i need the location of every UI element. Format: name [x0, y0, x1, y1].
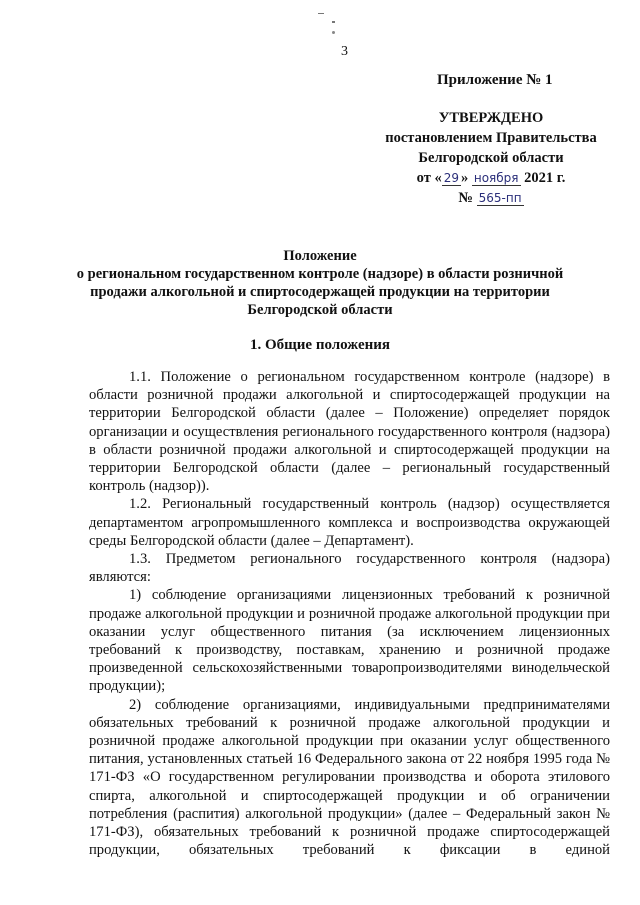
paragraph-1-1: 1.1. Положение о региональном государственном контроле (надзоре) в области розничной продажи алкогольной и спиртосодержащей продукции на территории Белгородской области (далее – Положение) определяет порядок организации и осуществления регионального государственного контроля (надзора) в области розничной продажи алкогольной и спиртосодержащей продукции на территории Белгородской области (далее – региональный государственный контроль (надзор)). [89, 369, 610, 495]
date-day: 29 [443, 171, 459, 185]
scan-artifact [318, 13, 324, 14]
number-prefix: № [458, 190, 473, 206]
scan-artifact [332, 31, 335, 34]
approval-date [376, 168, 606, 188]
paragraph-1-3: 1.3. Предметом регионального государственного контроля (надзора) являются: [89, 551, 610, 586]
scan-artifact [332, 21, 335, 23]
document-title [60, 247, 580, 319]
list-item-2: 2) соблюдение организациями, индивидуальными предпринимателями обязательных требований к розничной продаже алкогольной продукции и розничной продаже алкогольной продукции при оказании услуг общественного питания, установленных статьей 16 Федерального закона от 22 ноября 1995 года № 171-ФЗ «О государственном регулировании производства и оборота этилового спирта, алкогольной и спиртосодержащей продукции и об ограничении потребления (распития) алкогольной продукции» (далее – Федеральный закон № 171-ФЗ), обязательных требований к розничной продаже спиртосодержащей продукции, обязательных требований к фиксации в единой [89, 696, 610, 859]
date-year: 2021 г. [524, 170, 566, 186]
date-prefix: от « [416, 170, 442, 186]
approval-stamp-block [376, 108, 606, 208]
approval-heading: УТВЕРЖДЕНО [438, 110, 544, 126]
document-body [89, 368, 610, 859]
section-heading: 1. Общие положения [249, 337, 391, 353]
title-line-3: продажи алкогольной и спиртосодержащей продукции на территории [90, 284, 550, 300]
paragraph-1-2: 1.2. Региональный государственный контроль (надзор) осуществляется департаментом агропромышленного комплекса и воспроизводства окружающей среды Белгородской области (далее – Департамент). [89, 496, 610, 549]
approval-number [376, 188, 606, 208]
title-line-2: о региональном государственном контроле (надзоре) в области розничной [76, 266, 564, 282]
number-value: 565-пп [478, 191, 522, 205]
title-line-4: Белгородской области [247, 302, 393, 318]
approval-line-1: постановлением Правительства [385, 130, 597, 146]
date-mid: » [460, 170, 469, 186]
date-month: ноября [473, 171, 519, 185]
title-line-1: Положение [283, 248, 357, 264]
list-item-1: 1) соблюдение организациями лицензионных требований к розничной продаже алкогольной продукции и розничной продаже алкогольной продукции при оказании услуг общественного питания (за исключением лицензионных требований к производству, поставкам, хранению и розничной продаже произведенной сельскохозяйственными товаропроизводителями винодельческой продукции); [89, 587, 610, 695]
appendix-label: Приложение № 1 [437, 72, 553, 88]
page-number: 3 [341, 44, 348, 59]
approval-line-2: Белгородской области [418, 150, 564, 166]
